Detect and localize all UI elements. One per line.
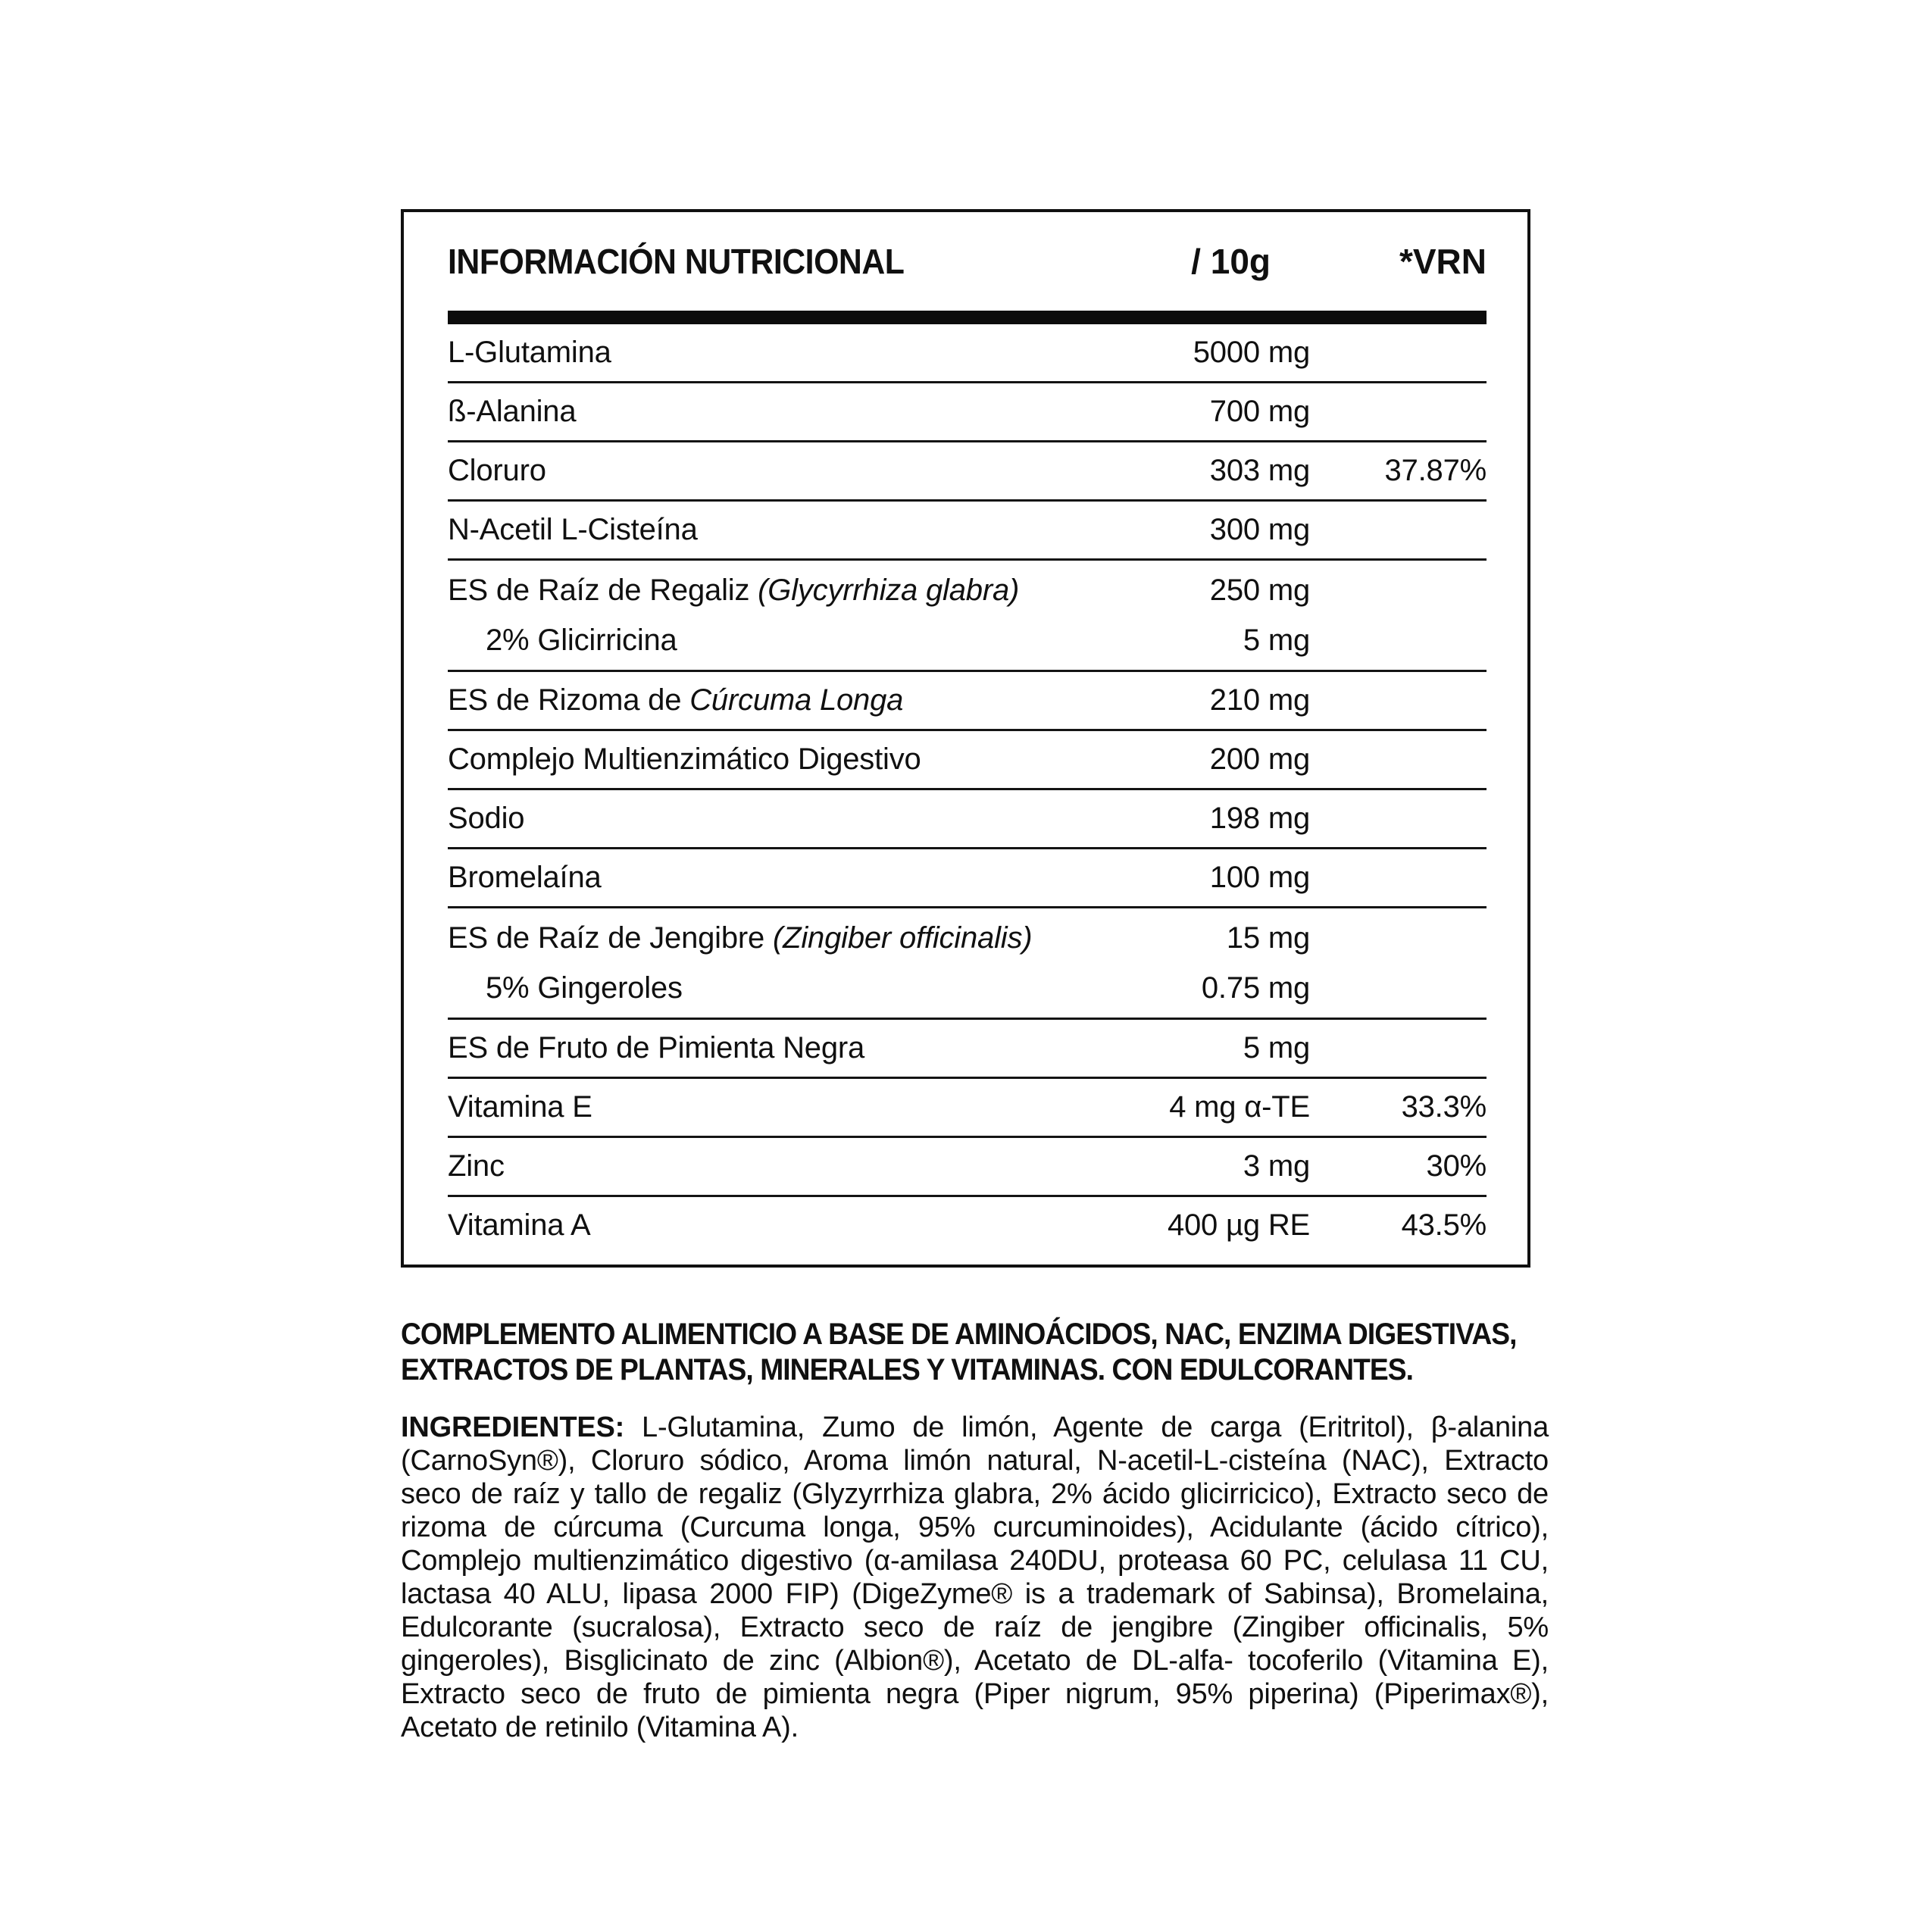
header-divider-bar	[448, 311, 1487, 324]
row-amount: 198 mg	[1209, 802, 1310, 835]
latin-name: (Glycyrrhiza glabra)	[758, 573, 1020, 607]
row-name: Cloruro	[448, 454, 546, 487]
table-row	[448, 442, 1487, 502]
product-statement-line1: COMPLEMENTO ALIMENTICIO A BASE DE AMINOÁCIDOS, NAC, ENZIMA DIGESTIVAS,	[401, 1318, 1517, 1351]
table-row	[448, 908, 1487, 1020]
table-header	[448, 212, 1487, 311]
row-name: ES de Fruto de Pimienta Negra	[448, 1031, 865, 1064]
row-vrn: 30%	[1426, 1149, 1487, 1183]
row-amount: 303 mg	[1209, 454, 1310, 487]
table-row	[448, 383, 1487, 442]
row-amount: 200 mg	[1209, 742, 1310, 776]
per-serving-column-header: / 10g	[1191, 242, 1271, 281]
nutrition-table	[401, 209, 1530, 1268]
ingredients-text: L-Glutamina, Zumo de limón, Agente de carga (Eritritol), β-alanina (CarnoSyn®), Cloruro sódico, Aroma limón natural, N-acetil-L-cisteína (NAC), Extracto seco de raíz y tallo de regaliz (Glyzyrrhiza glabra, 2% ácido glicirricico), Extracto seco de rizoma de cúrcuma (Curcuma longa, 95% curcuminoides), Acidulante (ácido cítrico), Complejo multienzimático digestivo (α-amilasa 240DU, proteasa 60 PC, celulasa 11 CU, lactasa 40 ALU, lipasa 2000 FIP) (DigeZyme® is a trademark of Sabinsa), Bromelaina, Edulcorante (sucralosa), Extracto seco de raíz de jengibre (Zingiber officinalis, 5% gingeroles), Bisglicinato de zinc (Albion®), Acetato de DL-alfa- tocoferilo (Vitamina E), Extracto seco de fruto de pimienta negra (Piper nigrum, 95% piperina) (Piperimax®), Acetato de retinilo (Vitamina A).	[401, 1411, 1549, 1743]
product-statement	[401, 1317, 1549, 1388]
product-statement-line2: EXTRACTOS DE PLANTAS, MINERALES Y VITAMINAS. CON EDULCORANTES.	[401, 1353, 1414, 1386]
table-row	[448, 790, 1487, 849]
table-title	[448, 241, 1060, 282]
row-amount: 100 mg	[1209, 861, 1310, 894]
table-row	[448, 849, 1487, 908]
ingredients-label: INGREDIENTES:	[401, 1411, 625, 1443]
row-name: ES de Raíz de Regaliz (Glycyrrhiza glabra)	[448, 573, 1020, 607]
row-amount: 300 mg	[1209, 513, 1310, 546]
row-name: Vitamina A	[448, 1208, 591, 1242]
row-amount: 5 mg	[1243, 1031, 1310, 1064]
latin-name: Cúrcuma Longa	[689, 683, 904, 717]
row-name: ES de Rizoma de Cúrcuma Longa	[448, 683, 904, 717]
row-name: N-Acetil L-Cisteína	[448, 513, 698, 546]
subrow-name: 5% Gingeroles	[486, 971, 683, 1005]
row-vrn: 43.5%	[1401, 1208, 1487, 1242]
row-amount: 210 mg	[1209, 683, 1310, 717]
table-row	[448, 1138, 1487, 1197]
row-vrn: 37.87%	[1384, 454, 1487, 487]
table-row	[448, 324, 1487, 383]
table-row	[448, 672, 1487, 731]
table-row	[448, 1197, 1487, 1254]
subrow-amount: 5 mg	[1243, 623, 1310, 657]
row-name: Zinc	[448, 1149, 505, 1183]
row-amount: 4 mg α-TE	[1169, 1090, 1310, 1124]
row-name: Vitamina E	[448, 1090, 592, 1124]
subrow-name: 2% Glicirricina	[486, 623, 677, 657]
row-amount: 5000 mg	[1193, 336, 1310, 369]
row-name: Bromelaína	[448, 861, 602, 894]
row-name: L-Glutamina	[448, 336, 611, 369]
row-name: Sodio	[448, 802, 525, 835]
vrn-column-header: *VRN	[1399, 242, 1487, 281]
table-row	[448, 1020, 1487, 1079]
latin-name: (Zingiber officinalis)	[773, 921, 1033, 955]
row-name: ß-Alanina	[448, 395, 577, 428]
table-title-text: INFORMACIÓN NUTRICIONAL	[448, 242, 905, 281]
row-vrn: 33.3%	[1401, 1090, 1487, 1124]
table-row	[448, 561, 1487, 672]
row-amount: 700 mg	[1209, 395, 1310, 428]
row-amount: 250 mg	[1209, 573, 1310, 607]
table-rows	[448, 324, 1487, 1254]
table-row	[448, 502, 1487, 561]
row-name: Complejo Multienzimático Digestivo	[448, 742, 921, 776]
ingredients-paragraph	[401, 1411, 1549, 1744]
table-row	[448, 731, 1487, 790]
table-row	[448, 1079, 1487, 1138]
row-amount: 15 mg	[1226, 921, 1310, 955]
row-name: ES de Raíz de Jengibre (Zingiber officinalis)	[448, 921, 1033, 955]
subrow-amount: 0.75 mg	[1201, 971, 1310, 1005]
row-amount: 400 µg RE	[1167, 1208, 1310, 1242]
row-amount: 3 mg	[1243, 1149, 1310, 1183]
